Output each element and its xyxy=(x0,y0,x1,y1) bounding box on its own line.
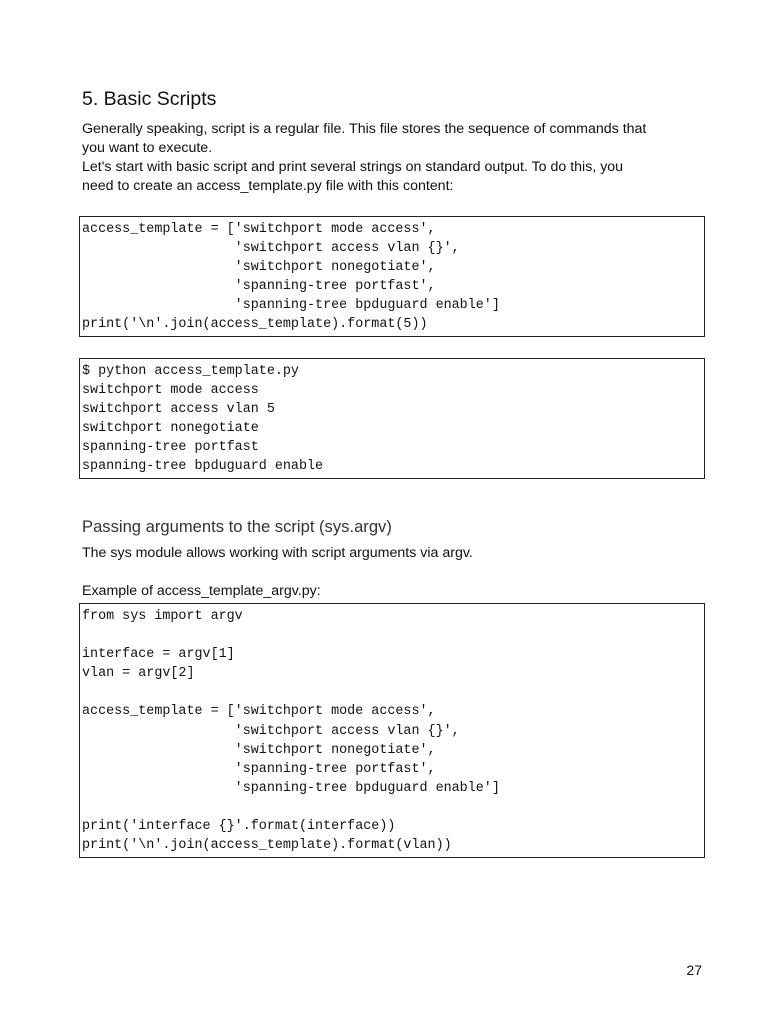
sys-paragraph: The sys module allows working with script arguments via argv. xyxy=(82,545,473,561)
code-line: 'spanning-tree bpduguard enable'] xyxy=(82,298,500,314)
code-line: 'switchport nonegotiate', xyxy=(82,260,436,276)
code-block-access-template-argv xyxy=(79,603,705,858)
intro-line-3: Let's start with basic script and print several strings on standard output. To do this, you xyxy=(82,159,624,175)
subsection-title: Passing arguments to the script (sys.argv) xyxy=(82,517,392,536)
code-line: interface = argv[1] xyxy=(82,647,235,663)
output-line: spanning-tree bpduguard enable xyxy=(82,459,324,475)
code-line: 'switchport access vlan {}', xyxy=(82,723,460,739)
intro-paragraph-1 xyxy=(82,120,712,158)
code-line: print('\n'.join(access_template).format(5)) xyxy=(82,317,428,333)
code-line: 'spanning-tree bpduguard enable'] xyxy=(82,780,500,796)
code-line xyxy=(82,798,704,817)
intro-line-1: Generally speaking, script is a regular file. This file stores the sequence of commands that xyxy=(82,121,647,137)
code-line: 'spanning-tree portfast', xyxy=(82,761,436,777)
code-line: vlan = argv[2] xyxy=(82,666,195,682)
code-line: print('interface {}'.format(interface)) xyxy=(82,819,396,835)
code-line xyxy=(82,626,704,645)
output-line: switchport access vlan 5 xyxy=(82,402,275,418)
example-label: Example of access_template_argv.py: xyxy=(82,583,321,599)
intro-line-4: need to create an access_template.py file with this content: xyxy=(82,178,454,195)
code-line: 'switchport access vlan {}', xyxy=(82,241,460,257)
code-line: 'spanning-tree portfast', xyxy=(82,279,436,295)
code-line: access_template = ['switchport mode access', xyxy=(82,222,436,237)
output-line: spanning-tree portfast xyxy=(82,440,259,456)
intro-paragraph-2 xyxy=(82,158,712,196)
code-block-output xyxy=(79,358,705,479)
output-line: switchport nonegotiate xyxy=(82,421,259,437)
code-line: from sys import argv xyxy=(82,609,243,624)
section-title: 5. Basic Scripts xyxy=(82,88,217,110)
code-line: print('\n'.join(access_template).format(vlan)) xyxy=(82,838,452,854)
code-line xyxy=(82,683,704,702)
output-line: switchport mode access xyxy=(82,383,259,399)
intro-line-2: you want to execute. xyxy=(82,140,213,157)
code-block-access-template xyxy=(79,216,705,337)
code-line: 'switchport nonegotiate', xyxy=(82,742,436,758)
page-number: 27 xyxy=(686,962,702,978)
output-line: $ python access_template.py xyxy=(82,364,299,379)
code-line: access_template = ['switchport mode access', xyxy=(82,704,436,720)
